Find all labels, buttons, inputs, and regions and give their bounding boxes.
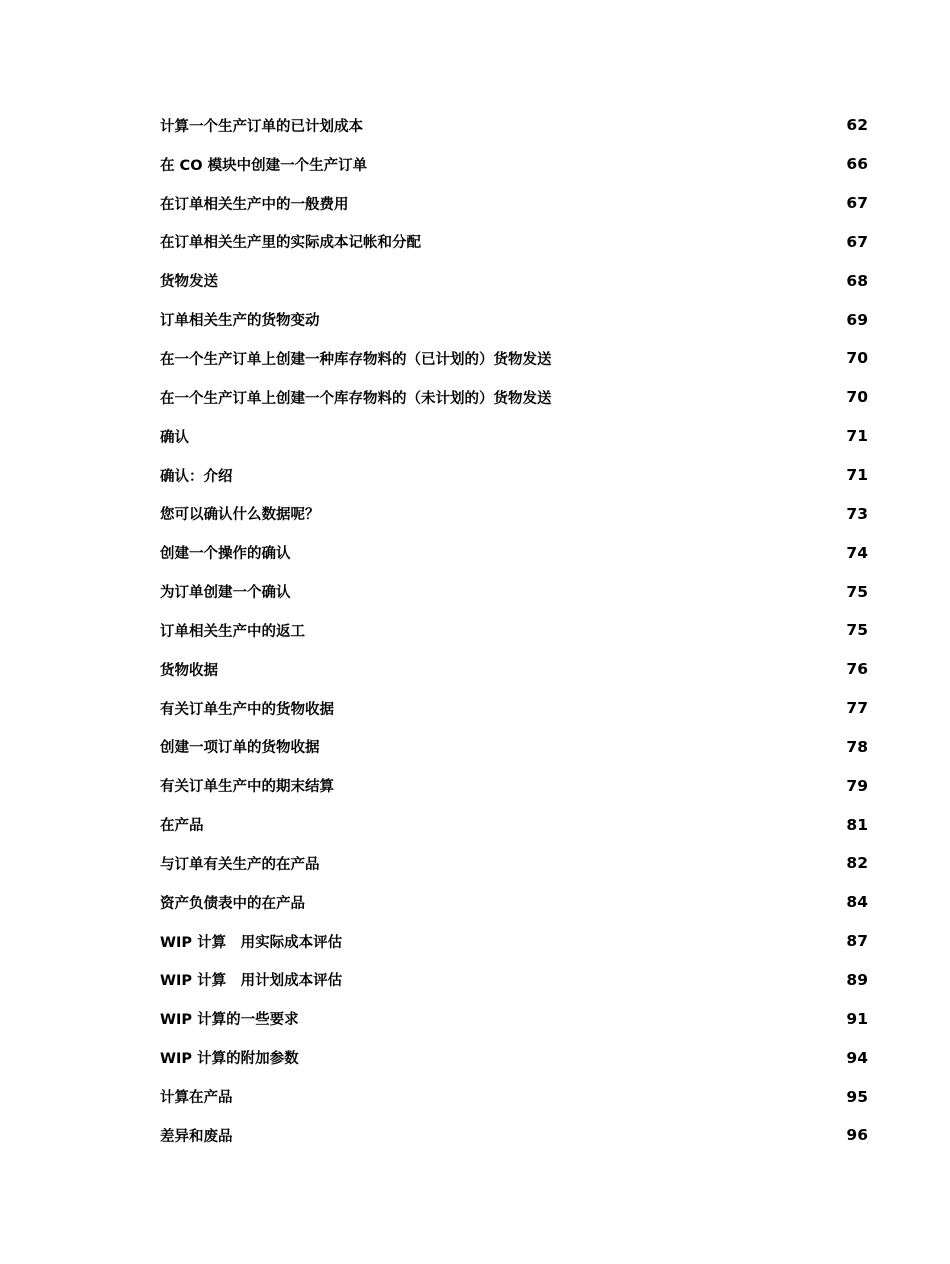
toc-entry-page: 76 — [846, 660, 868, 679]
toc-entry[interactable] — [160, 611, 868, 650]
toc-entry[interactable] — [160, 689, 868, 728]
toc-entry[interactable] — [160, 961, 868, 1000]
toc-entry[interactable] — [160, 378, 868, 417]
toc-entry-title: 货物发送 — [160, 274, 218, 291]
table-of-contents — [160, 106, 868, 1155]
toc-entry[interactable] — [160, 223, 868, 262]
toc-entry-page: 75 — [846, 582, 868, 601]
toc-entry[interactable] — [160, 456, 868, 495]
toc-entry-page: 75 — [846, 621, 868, 640]
toc-entry[interactable] — [160, 339, 868, 378]
toc-entry-page: 77 — [846, 699, 868, 718]
toc-entry-title: 在订单相关生产中的一般费用 — [160, 196, 349, 213]
toc-entry[interactable] — [160, 533, 868, 572]
toc-entry[interactable] — [160, 1038, 868, 1077]
toc-entry[interactable] — [160, 844, 868, 883]
toc-entry-title: 确认 — [160, 429, 189, 446]
toc-entry[interactable] — [160, 1077, 868, 1116]
toc-entry-page: 91 — [846, 1009, 868, 1028]
toc-entry-page: 67 — [846, 194, 868, 213]
toc-entry-title: 与订单有关生产的在产品 — [160, 856, 320, 873]
toc-entry-title: 在一个生产订单上创建一种库存物料的（已计划的）货物发送 — [160, 351, 552, 368]
toc-entry-page: 71 — [846, 427, 868, 446]
toc-entry[interactable] — [160, 261, 868, 300]
toc-entry-page: 68 — [846, 271, 868, 290]
toc-entry[interactable] — [160, 922, 868, 961]
toc-entry[interactable] — [160, 106, 868, 145]
toc-entry[interactable] — [160, 999, 868, 1038]
toc-entry-title: 计算一个生产订单的已计划成本 — [160, 118, 363, 135]
toc-entry-page: 71 — [846, 466, 868, 485]
toc-entry-page: 89 — [846, 970, 868, 989]
toc-entry-page: 74 — [846, 543, 868, 562]
toc-entry-page: 70 — [846, 388, 868, 407]
toc-entry-title: WIP 计算的附加参数 — [160, 1051, 299, 1068]
toc-entry-page: 79 — [846, 776, 868, 795]
toc-entry-title: 确认：介绍 — [160, 468, 233, 485]
toc-entry-title: 订单相关生产中的返工 — [160, 623, 305, 640]
toc-entry-page: 73 — [846, 504, 868, 523]
toc-entry-title: WIP 计算 用计划成本评估 — [160, 973, 343, 990]
toc-entry-page: 82 — [846, 854, 868, 873]
toc-entry[interactable] — [160, 184, 868, 223]
toc-entry-page: 62 — [846, 116, 868, 135]
toc-entry[interactable] — [160, 572, 868, 611]
toc-entry-title: 在 CO 模块中创建一个生产订单 — [160, 157, 368, 174]
toc-entry-page: 70 — [846, 349, 868, 368]
toc-entry-title: 资产负债表中的在产品 — [160, 895, 305, 912]
toc-entry[interactable] — [160, 417, 868, 456]
toc-entry-title: 您可以确认什么数据呢？ — [160, 507, 320, 524]
toc-entry-page: 67 — [846, 232, 868, 251]
toc-entry[interactable] — [160, 805, 868, 844]
toc-entry-title: 在订单相关生产里的实际成本记帐和分配 — [160, 235, 421, 252]
toc-entry-title: 为订单创建一个确认 — [160, 585, 291, 602]
toc-entry-title: 有关订单生产中的期末结算 — [160, 779, 334, 796]
toc-entry-title: 在产品 — [160, 818, 204, 835]
toc-entry-title: 货物收据 — [160, 662, 218, 679]
toc-entry-title: 在一个生产订单上创建一个库存物料的（未计划的）货物发送 — [160, 390, 552, 407]
toc-entry-page: 78 — [846, 737, 868, 756]
toc-entry-page: 66 — [846, 155, 868, 174]
toc-entry-title: WIP 计算的一些要求 — [160, 1012, 299, 1029]
toc-entry[interactable] — [160, 728, 868, 767]
toc-entry[interactable] — [160, 883, 868, 922]
toc-entry-title: 订单相关生产的货物变动 — [160, 313, 320, 330]
toc-entry[interactable] — [160, 1116, 868, 1155]
toc-entry-page: 87 — [846, 932, 868, 951]
toc-entry-page: 95 — [846, 1087, 868, 1106]
toc-entry[interactable] — [160, 766, 868, 805]
toc-entry-page: 69 — [846, 310, 868, 329]
toc-entry[interactable] — [160, 145, 868, 184]
toc-entry-page: 96 — [846, 1126, 868, 1145]
toc-entry-title: 有关订单生产中的货物收据 — [160, 701, 334, 718]
toc-entry-page: 94 — [846, 1048, 868, 1067]
toc-entry-title: 计算在产品 — [160, 1090, 233, 1107]
toc-entry[interactable] — [160, 494, 868, 533]
toc-entry-title: 创建一项订单的货物收据 — [160, 740, 320, 757]
toc-entry[interactable] — [160, 650, 868, 689]
toc-entry-title: 差异和废品 — [160, 1128, 233, 1145]
toc-entry-page: 81 — [846, 815, 868, 834]
toc-entry[interactable] — [160, 300, 868, 339]
toc-entry-title: WIP 计算 用实际成本评估 — [160, 934, 343, 951]
toc-entry-title: 创建一个操作的确认 — [160, 546, 291, 563]
toc-entry-page: 84 — [846, 893, 868, 912]
